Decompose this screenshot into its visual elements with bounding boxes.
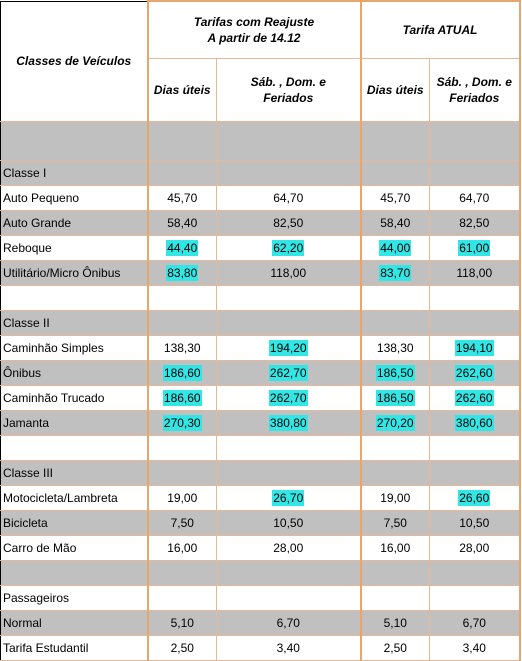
- tariff-cell: [361, 561, 430, 586]
- tariff-cell: [148, 161, 217, 186]
- tariff-cell: [217, 361, 361, 386]
- tariff-cell: [217, 461, 361, 486]
- tariff-cell: [430, 211, 520, 236]
- tariff-value: 6,70: [462, 616, 486, 630]
- tariff-value: 118,00: [270, 266, 307, 280]
- tariff-cell: [430, 386, 520, 411]
- tariff-cell: [361, 461, 430, 486]
- tariff-cell: [430, 261, 520, 286]
- tariff-cell: [217, 386, 361, 411]
- header-new-weekday: Dias úteis: [148, 59, 217, 122]
- tariff-cell: [148, 311, 217, 336]
- tariff-cell: [148, 436, 217, 461]
- tariff-value: 82,50: [459, 216, 490, 230]
- table-row: [1, 261, 520, 286]
- tariff-cell: [148, 411, 217, 436]
- tariff-value: 194,20: [269, 341, 307, 355]
- row-label: [1, 286, 148, 311]
- row-label: Jamanta: [1, 411, 148, 436]
- tariff-cell: [430, 336, 520, 361]
- tariff-cell: [148, 336, 217, 361]
- tariff-cell: [217, 236, 361, 261]
- header-new-tariff-group: [148, 1, 361, 59]
- tariff-cell: [148, 536, 217, 561]
- tariff-value: 45,70: [380, 191, 411, 205]
- tariff-value: 262,60: [455, 391, 493, 405]
- header-vehicle-class: Classes de Veículos: [1, 1, 148, 122]
- row-label: Classe I: [1, 161, 148, 186]
- tariff-cell: [148, 211, 217, 236]
- tariff-cell: [430, 511, 520, 536]
- tariff-cell: [217, 286, 361, 311]
- tariff-cell: [430, 161, 520, 186]
- tariff-value: 118,00: [456, 266, 493, 280]
- tariff-cell: [217, 186, 361, 211]
- tariff-cell: [361, 336, 430, 361]
- row-label: Motocicleta/Lambreta: [1, 486, 148, 511]
- tariff-value: 186,50: [376, 391, 414, 405]
- tariff-value: 83,80: [167, 266, 198, 280]
- tariff-cell: [148, 511, 217, 536]
- table-row: [1, 536, 520, 561]
- tariff-cell: [430, 586, 520, 611]
- tariff-cell: [148, 486, 217, 511]
- table-row: [1, 236, 520, 261]
- tariff-cell: [217, 486, 361, 511]
- separator-row: [1, 436, 520, 461]
- tariff-cell: [148, 186, 217, 211]
- row-label: [1, 561, 148, 586]
- tariff-value: 10,50: [273, 516, 304, 530]
- tariff-value: 28,00: [273, 541, 304, 555]
- row-label: Utilitário/Micro Ônibus: [1, 261, 148, 286]
- tariff-cell: [217, 122, 361, 161]
- tariff-value: 58,40: [380, 216, 411, 230]
- tariff-value: 58,40: [167, 216, 198, 230]
- tariff-cell: [148, 461, 217, 486]
- tariff-cell: [361, 636, 430, 661]
- tariff-cell: [148, 361, 217, 386]
- table-row: [1, 486, 520, 511]
- tariff-value: 3,40: [462, 641, 486, 655]
- tariff-cell: [361, 286, 430, 311]
- tariff-cell: [217, 336, 361, 361]
- tariff-value: 138,30: [163, 341, 201, 355]
- tariff-cell: [217, 636, 361, 661]
- tariff-cell: [361, 311, 430, 336]
- tariff-value: 5,10: [383, 616, 407, 630]
- tariff-cell: [148, 586, 217, 611]
- tariff-value: 380,60: [455, 416, 493, 430]
- row-label: Passageiros: [1, 586, 148, 611]
- row-label: Carro de Mão: [1, 536, 148, 561]
- table-row: [1, 511, 520, 536]
- tariff-value: 16,00: [167, 541, 198, 555]
- tariff-cell: [217, 311, 361, 336]
- tariff-value: 3,40: [276, 641, 300, 655]
- tariff-value: 262,70: [269, 366, 307, 380]
- tariff-value: 16,00: [380, 541, 411, 555]
- tariff-cell: [217, 161, 361, 186]
- tariff-cell: [148, 561, 217, 586]
- tariff-value: 2,50: [383, 641, 407, 655]
- table-row: [1, 336, 520, 361]
- tariff-cell: [361, 436, 430, 461]
- table-row: [1, 211, 520, 236]
- tariff-value: 7,50: [170, 516, 194, 530]
- tariff-value: 138,30: [376, 341, 414, 355]
- tariff-cell: [217, 436, 361, 461]
- tariff-value: 44,00: [380, 241, 411, 255]
- tariff-cell: [217, 536, 361, 561]
- header-new-weekend: [217, 59, 361, 122]
- row-label: Ônibus: [1, 361, 148, 386]
- tariff-value: 19,00: [380, 491, 411, 505]
- header-current-weekday: Dias úteis: [361, 59, 430, 122]
- tariff-cell: [361, 586, 430, 611]
- tariff-cell: [148, 386, 217, 411]
- header-current-weekend-line2: Feriados: [449, 91, 500, 105]
- tariff-cell: [430, 236, 520, 261]
- tariff-value: 270,20: [376, 416, 414, 430]
- row-label: Caminhão Simples: [1, 336, 148, 361]
- tariff-cell: [361, 186, 430, 211]
- tariff-value: 186,50: [376, 366, 414, 380]
- header-new-weekend-line2: Feriados: [263, 91, 314, 105]
- row-label: Normal: [1, 611, 148, 636]
- tariff-cell: [148, 611, 217, 636]
- separator-row: [1, 561, 520, 586]
- row-label: [1, 122, 148, 161]
- section-row: [1, 161, 520, 186]
- tariff-value: 194,10: [455, 341, 493, 355]
- tariff-cell: [430, 286, 520, 311]
- tariff-value: 45,70: [167, 191, 198, 205]
- tariff-value: 19,00: [167, 491, 198, 505]
- tariff-value: 380,80: [269, 416, 307, 430]
- tariff-cell: [217, 211, 361, 236]
- table-row: [1, 186, 520, 211]
- row-label: Auto Grande: [1, 211, 148, 236]
- tariff-cell: [430, 536, 520, 561]
- row-label: Auto Pequeno: [1, 186, 148, 211]
- header-current-weekend-line1: Sáb. , Dom. e: [436, 75, 512, 89]
- tariff-cell: [430, 486, 520, 511]
- tariff-value: 64,70: [459, 191, 490, 205]
- tariff-value: 61,00: [459, 241, 490, 255]
- tariff-cell: [430, 461, 520, 486]
- tariff-cell: [148, 236, 217, 261]
- section-row: [1, 461, 520, 486]
- tariff-cell: [217, 561, 361, 586]
- tariff-cell: [361, 411, 430, 436]
- header-new-weekend-line1: Sáb. , Dom. e: [250, 75, 326, 89]
- tariff-cell: [361, 161, 430, 186]
- tariff-cell: [148, 286, 217, 311]
- tariff-value: 26,70: [273, 491, 304, 505]
- tariff-cell: [430, 186, 520, 211]
- tariff-cell: [361, 261, 430, 286]
- tariff-value: 64,70: [273, 191, 304, 205]
- table-row: [1, 386, 520, 411]
- tariff-value: 10,50: [459, 516, 490, 530]
- tariff-value: 26,60: [459, 491, 490, 505]
- tariff-value: 7,50: [383, 516, 407, 530]
- table-row: [1, 411, 520, 436]
- tariff-cell: [148, 636, 217, 661]
- tariff-cell: [361, 511, 430, 536]
- tariff-value: 83,70: [380, 266, 411, 280]
- header-new-tariff-line2: A partir de 14.12: [207, 31, 301, 45]
- row-label: Classe III: [1, 461, 148, 486]
- header-current-tariff: Tarifa ATUAL: [361, 1, 520, 59]
- tariff-cell: [361, 386, 430, 411]
- tariff-cell: [430, 361, 520, 386]
- tariff-value: 186,60: [163, 366, 201, 380]
- header-current-weekend: [430, 59, 520, 122]
- tariff-cell: [217, 511, 361, 536]
- section-row: [1, 586, 520, 611]
- tariff-cell: [361, 611, 430, 636]
- tariff-cell: [217, 586, 361, 611]
- separator-row: [1, 122, 520, 161]
- tariff-value: 5,10: [170, 616, 194, 630]
- tariff-cell: [148, 122, 217, 161]
- row-label: [1, 436, 148, 461]
- tariff-cell: [361, 361, 430, 386]
- section-row: [1, 311, 520, 336]
- tariff-value: 28,00: [459, 541, 490, 555]
- table-row: [1, 361, 520, 386]
- tariff-cell: [361, 211, 430, 236]
- row-label: Tarifa Estudantil: [1, 636, 148, 661]
- row-label: Bicicleta: [1, 511, 148, 536]
- tariff-cell: [430, 636, 520, 661]
- header-new-tariff-line1: Tarifas com Reajuste: [193, 15, 315, 29]
- tariff-value: 62,20: [273, 241, 304, 255]
- row-label: Caminhão Trucado: [1, 386, 148, 411]
- separator-row: [1, 286, 520, 311]
- tariff-value: 82,50: [273, 216, 304, 230]
- tariff-value: 44,40: [167, 241, 198, 255]
- row-label: Reboque: [1, 236, 148, 261]
- tariff-value: 270,30: [163, 416, 201, 430]
- row-label: Classe II: [1, 311, 148, 336]
- tariff-cell: [217, 411, 361, 436]
- tariff-value: 262,70: [269, 391, 307, 405]
- tariff-value: 186,60: [163, 391, 201, 405]
- tariff-value: 2,50: [170, 641, 194, 655]
- tariff-cell: [430, 411, 520, 436]
- tariff-cell: [217, 611, 361, 636]
- table-row: [1, 611, 520, 636]
- tariff-value: 6,70: [276, 616, 300, 630]
- tariff-cell: [361, 536, 430, 561]
- tariff-value: 262,60: [455, 366, 493, 380]
- table-body: [1, 122, 520, 661]
- tariff-cell: [430, 436, 520, 461]
- tariff-cell: [430, 311, 520, 336]
- tariff-cell: [430, 561, 520, 586]
- table-row: [1, 636, 520, 661]
- tariff-cell: [430, 611, 520, 636]
- tariff-cell: [361, 122, 430, 161]
- tariff-cell: [361, 236, 430, 261]
- tariff-cell: [361, 486, 430, 511]
- tariff-cell: [430, 122, 520, 161]
- tariff-cell: [148, 261, 217, 286]
- tariff-cell: [217, 261, 361, 286]
